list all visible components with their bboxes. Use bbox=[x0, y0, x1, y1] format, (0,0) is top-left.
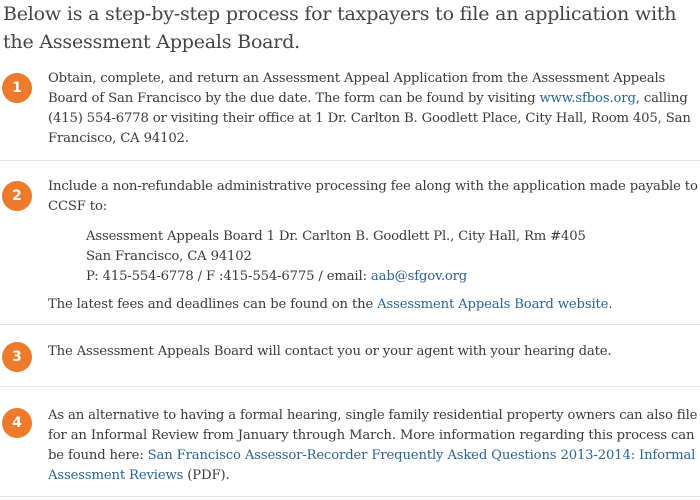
step-divider-1 bbox=[0, 160, 700, 161]
email-link[interactable]: aab@sfgov.org bbox=[370, 269, 468, 284]
step-divider-4 bbox=[0, 496, 700, 497]
contact-line bbox=[86, 267, 698, 287]
step-4-suffix: (PDF). bbox=[183, 468, 230, 483]
assessment-appeals-board-website-link[interactable]: Assessment Appeals Board website bbox=[377, 297, 609, 312]
step-divider-3 bbox=[0, 386, 700, 387]
address-line-2: San Francisco, CA 94102 bbox=[86, 249, 252, 264]
step-3-paragraph: The Assessment Appeals Board will contact you or your agent with your hearing date. bbox=[48, 344, 612, 359]
step-3-number-badge: 3 bbox=[2, 342, 32, 372]
fees-prefix: The latest fees and deadlines can be found on the bbox=[48, 297, 378, 312]
contact-phone-fax: P: 415-554-6778 / F :415-554-6775 / email: bbox=[86, 269, 371, 284]
step-1-text-b: , calling (415) 554-6778 or visiting their office at 1 Dr. Carlton B. Goodlett Place, City Hall, Room 405, San Francisco, CA 94102. bbox=[48, 91, 691, 146]
step-1-text bbox=[48, 69, 698, 149]
informal-assessment-reviews-link[interactable]: San Francisco Assessor-Recorder Frequently Asked Questions 2013-2014: Informal Assessment Reviews bbox=[48, 448, 696, 483]
step-4-text-a: As an alternative to having a formal hearing, single family residential property owners can also file for an Informal Review from January through March. More information regarding this process can be found here: bbox=[48, 408, 698, 463]
sfbos-link[interactable]: www.sfbos.org bbox=[539, 91, 636, 106]
mailing-address bbox=[48, 227, 698, 287]
fees-suffix: . bbox=[608, 297, 613, 312]
step-divider-2 bbox=[0, 324, 700, 325]
step-1-number-badge: 1 bbox=[2, 73, 32, 103]
address-line-1: Assessment Appeals Board 1 Dr. Carlton B. Goodlett Pl., City Hall, Rm #405 bbox=[86, 229, 586, 244]
step-2-intro: Include a non-refundable administrative processing fee along with the application made payable to CCSF to: bbox=[48, 179, 698, 214]
step-1-text-a: Obtain, complete, and return an Assessment Appeal Application from the Assessment Appeals Board of San Francisco by the due date. The form can be found by visiting bbox=[48, 71, 666, 106]
intro-heading: Below is a step-by-step process for taxpayers to file an application with the Assessment Appeals Board. bbox=[3, 3, 677, 53]
fees-line bbox=[48, 295, 698, 315]
step-4-text bbox=[48, 406, 698, 486]
step-2-number-badge: 2 bbox=[2, 181, 32, 211]
step-4-number-badge: 4 bbox=[2, 408, 32, 438]
step-3-text bbox=[48, 342, 698, 362]
step-2-text bbox=[48, 177, 698, 315]
